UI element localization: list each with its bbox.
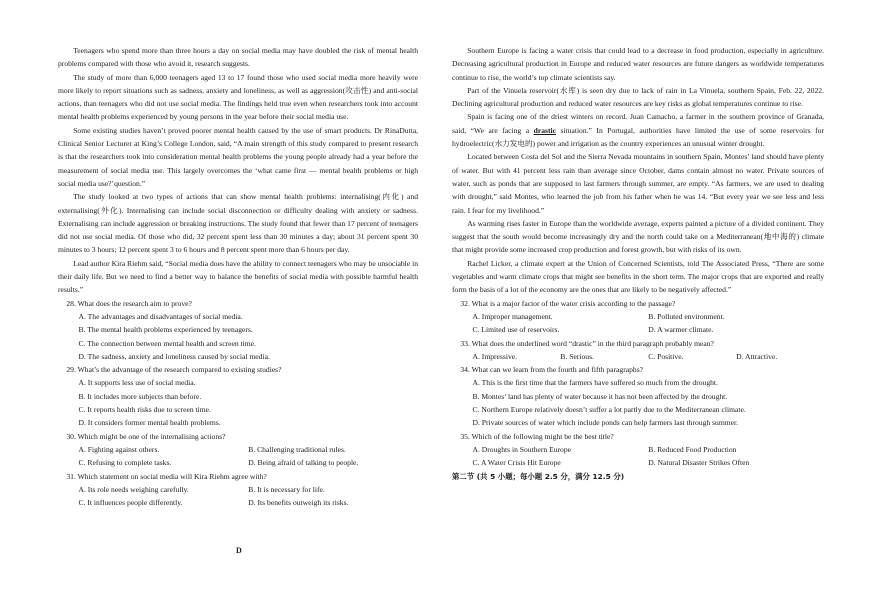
passage-c-paragraph-5: Lead author Kira Riehm said, “Social media does have the ability to connect teenagers who may be unsociable in their daily life. But we need to find a better way to balance the benefits of social media with possible harmful health results.”: [58, 258, 418, 295]
option-d: D. The sadness, anxiety and loneliness caused by social media.: [78, 351, 270, 361]
option-b: B. Polluted environment.: [648, 311, 725, 321]
passage-c-paragraph-4: The study looked at two types of actions that can show mental health problems: internalising(内化) and externalising(外化). Internalising can include social disconnection or difficulty dealing with anxiety or sadness. Externalising can include aggression or breaking instructions. The study found that fewer than 17 percent of teenagers did not use social media. Of those who did, 32 percent spent less than 30 minutes a day; about 31 percent spent 30 minutes to 3 hours; 12 percent spent 3 to 6 hours and 8 percent spent more than 6 hours per day.: [58, 192, 418, 255]
option-a: A. The advantages and disadvantages of social media.: [78, 311, 243, 321]
underlined-word: drastic: [533, 125, 556, 135]
question-29: [58, 363, 418, 429]
question-stem: 31. Which statement on social media will Kira Riehm agree with?: [66, 471, 267, 481]
option-b: B. Serious.: [560, 351, 594, 361]
option-b: B. Montes’ land has plenty of water because it has not been affected by the drought.: [472, 391, 728, 401]
passage-d-paragraph-6: Rachel Licker, a climate expert at the Union of Concerned Scientists, told The Associated Press, “There are some vegetables and warm climate crops that might see benefits in the short term. The major crops that are exported and really form the basis of a lot of the economy are the ones that are likely to be negatively affected.”: [452, 258, 824, 295]
option-d: D. Natural Disaster Strikes Often: [648, 458, 750, 468]
option-a: A. Droughts in Southern Europe: [472, 444, 572, 454]
option-d: D. Private sources of water which include ponds can help farmers last through summer.: [472, 418, 739, 428]
option-c: C. A Water Crisis Hit Europe: [472, 458, 561, 468]
question-28: [58, 297, 418, 363]
option-a: A. Impressive.: [472, 351, 518, 361]
option-a: A. It supports less use of social media.: [78, 378, 196, 388]
option-d: D. It considers former mental health problems.: [78, 418, 221, 428]
question-32: [452, 297, 824, 337]
question-34: [452, 363, 824, 429]
option-c: C. It reports health risks due to screen time.: [78, 405, 211, 415]
passage-d-paragraph-4: Located between Costa del Sol and the Sierra Nevada mountains in southern Spain, Montes’ land should have plenty of water. But with 41 percent less rain than average since October, dams contain almost no water. Private sources of water, such as ponds that are supposed to last farmers through summer, are empty. “As farmers, we are used to dealing with drought,” said Montes, who learned the job from his father when he was 14. “But every year we see less and less rain. I fear for my livelihood.”: [452, 152, 824, 215]
paragraph-text: situation.” In Portugal, authorities have limited the use of some reservoirs for hydroelectric(水力发电的) power and irrigation as the country experiences an unusual winter drought.: [452, 125, 824, 149]
question-stem: 29. What’s the advantage of the research compared to existing studies?: [66, 365, 282, 375]
question-30: [58, 430, 418, 470]
question-stem: 33. What does the underlined word “drastic” in the third paragraph probably mean?: [460, 338, 714, 348]
option-a: A. Improper management.: [472, 311, 553, 321]
option-c: C. Northern Europe relatively doesn’t suffer a lot partly due to the Mediterranean climate.: [472, 405, 746, 415]
option-a: A. This is the first time that the farmers have suffered so much from the drought.: [472, 378, 718, 388]
left-column: [58, 44, 418, 509]
option-b: B. It is necessary for life.: [248, 484, 325, 494]
question-stem: 35. Which of the following might be the best title?: [460, 431, 614, 441]
question-35: [452, 430, 824, 470]
option-c: C. It influences people differently.: [78, 498, 183, 508]
question-stem: 34. What can we learn from the fourth and fifth paragraphs?: [460, 365, 644, 375]
option-a: A. Its role needs weighing carefully.: [78, 484, 189, 494]
paragraph-text: Spain is facing one of the driest winters on record. Juan Camacho, a farmer in the southern province of Granada, said, “We are facing a: [452, 112, 824, 135]
option-d: D. Being afraid of talking to people.: [248, 458, 359, 468]
passage-label-d: D: [236, 546, 242, 555]
right-column: [452, 44, 824, 483]
option-c: C. Positive.: [648, 351, 684, 361]
section-heading: 第二节 (共 5 小题；每小题 2.5 分，满分 12.5 分): [452, 471, 625, 481]
passage-c-paragraph-2: The study of more than 6,000 teenagers aged 13 to 17 found those who used social media more heavily were more likely to report situations such as sadness, anxiety and loneliness, as well as aggression(攻击性) and anti-social actions, than teenagers who did not use social media. The findings held true even when researchers took into account mental health problems experienced by young persons in the year before their social media use.: [58, 72, 418, 122]
option-c: C. Refusing to complete tasks.: [78, 458, 172, 468]
option-b: B. The mental health problems experienced by teenagers.: [78, 325, 253, 335]
option-d: D. Its benefits outweigh its risks.: [248, 498, 349, 508]
passage-d-paragraph-3: [452, 110, 824, 150]
option-d: D. Attractive.: [736, 351, 778, 361]
passage-c-paragraph-1: Teenagers who spend more than three hours a day on social media may have doubled the risk of mental health problems compared with those who avoid it, research suggests.: [58, 46, 418, 69]
passage-d-paragraph-1: Southern Europe is facing a water crisis that could lead to a decrease in food production, especially in agriculture. Decreasing agricultural production in Europe and reduced water resources are future dangers as worldwide temperatures continue to rise, the world’s top climate scientists say.: [452, 46, 824, 82]
option-b: B. Challenging traditional rules.: [248, 444, 346, 454]
question-33: [452, 337, 824, 364]
option-a: A. Fighting against others.: [78, 444, 160, 454]
question-stem: 32. What is a major factor of the water crisis according to the passage?: [460, 298, 676, 308]
option-c: C. The connection between mental health and screen time.: [78, 338, 256, 348]
option-c: C. Limited use of reservoirs.: [472, 325, 560, 335]
passage-c-paragraph-3: Some existing studies haven’t proved poorer mental health caused by the use of smart products. Dr RinaDutta, Clinical Senior Lecturer at King’s College London, said, “A main strength of this study compared to present research is that the researchers took into consideration mental health problems the young people already had a year before the measurement of social media use. This largely overcomes the ‘what came first — mental health problems or high social media use?’question.”: [58, 125, 418, 188]
passage-d-paragraph-2: Part of the Vinuela reservoir(水库) is seen dry due to lack of rain in La Vinuela, southern Spain, Feb. 22, 2022. Declining agricultural production and reduced water resources are key risks as global temperatures continue to rise.: [452, 85, 824, 109]
option-b: B. Reduced Food Production: [648, 444, 737, 454]
option-b: B. It includes more subjects than before.: [78, 391, 202, 401]
question-stem: 28. What does the research aim to prove?: [66, 298, 192, 308]
question-31: [58, 470, 418, 510]
passage-d-paragraph-5: As warming rises faster in Europe than the worldwide average, experts painted a picture of a divided continent. They suggest that the south would become increasingly dry and the north could take on a Mediterranean(地中海的) climate that might provide some increased crop production and forest growth, but with risks of its own.: [452, 218, 824, 255]
question-stem: 30. Which might be one of the internalising actions?: [66, 431, 226, 441]
option-d: D. A warmer climate.: [648, 325, 714, 335]
